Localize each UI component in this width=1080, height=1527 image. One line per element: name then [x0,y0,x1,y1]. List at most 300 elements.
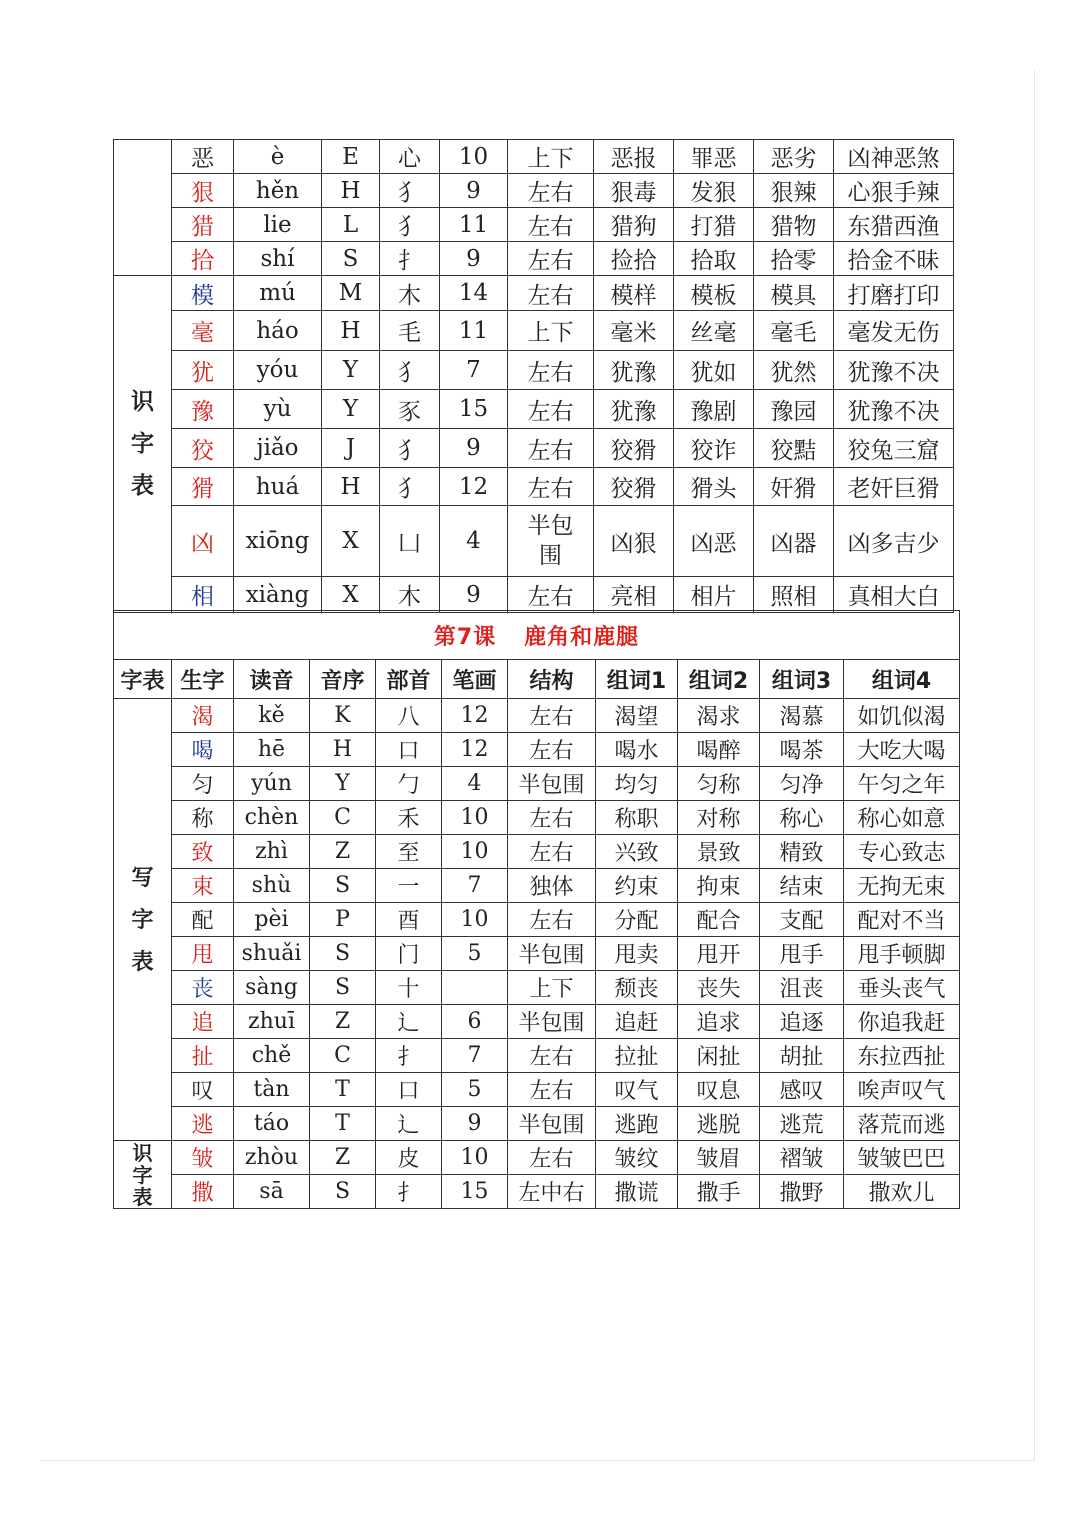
character-cell: 狡 [172,429,234,468]
radical-cell: 辶 [376,1005,442,1039]
pinyin-cell: yóu [234,351,322,390]
word1-cell: 称职 [596,801,678,835]
stroke-count-cell: 10 [442,1141,508,1175]
radical-cell: 辶 [376,1107,442,1141]
structure-cell: 半包围 [508,937,596,971]
stroke-count-cell: 7 [442,869,508,903]
pinyin-cell: yún [234,767,310,801]
word2-cell: 叹息 [678,1073,760,1107]
word2-cell: 匀称 [678,767,760,801]
lesson-number: 第7课 [433,624,497,650]
pinyin-cell: shù [234,869,310,903]
table-row [114,1175,960,1209]
word4-cell: 狡兔三窟 [834,429,954,468]
pinyin-cell: sàng [234,971,310,1005]
radical-cell: 八 [376,699,442,733]
word4-cell: 东拉西扯 [844,1039,960,1073]
structure-cell: 半包围 [508,767,596,801]
word3-cell: 奸猾 [754,468,834,506]
word2-cell: 罪恶 [674,140,754,174]
table-row [114,276,954,311]
word3-cell: 追逐 [760,1005,844,1039]
character-cell: 甩 [172,937,234,971]
radical-cell: 犭 [380,468,440,506]
table-row [114,351,954,390]
stroke-count-cell: 6 [442,1005,508,1039]
section-label: 写 字 表 [131,864,154,975]
pinyin-cell: háo [234,311,322,351]
pinyin-cell: shuǎi [234,937,310,971]
pinyin-cell: shí [234,242,322,276]
structure-cell: 独体 [508,869,596,903]
word3-cell: 撒野 [760,1175,844,1209]
table-row [114,767,960,801]
word2-cell: 喝醉 [678,733,760,767]
stroke-count-cell: 4 [440,506,508,577]
column-header: 组词1 [596,660,678,699]
word4-cell: 拾金不昧 [834,242,954,276]
word4-cell: 专心致志 [844,835,960,869]
word2-cell: 景致 [678,835,760,869]
word4-cell: 称心如意 [844,801,960,835]
pinyin-cell: sā [234,1175,310,1209]
word4-cell: 犹豫不决 [834,390,954,429]
radical-cell: 扌 [376,1039,442,1073]
stroke-count-cell: 5 [442,1073,508,1107]
word2-cell: 发狠 [674,174,754,208]
table-row [114,1107,960,1141]
word4-cell: 打磨打印 [834,276,954,311]
pinyin-cell: zhuī [234,1005,310,1039]
table-row [114,311,954,351]
word4-cell: 落荒而逃 [844,1107,960,1141]
word4-cell: 心狠手辣 [834,174,954,208]
table-row [114,1073,960,1107]
initial-letter-cell: S [310,971,376,1005]
initial-letter-cell: E [322,140,380,174]
pinyin-cell: hē [234,733,310,767]
stroke-count-cell: 10 [442,835,508,869]
word4-cell: 凶多吉少 [834,506,954,577]
table-row [114,242,954,276]
word2-cell: 猾头 [674,468,754,506]
word4-cell: 大吃大喝 [844,733,960,767]
character-cell: 皱 [172,1141,234,1175]
radical-cell: 犭 [380,351,440,390]
stroke-count-cell: 15 [440,390,508,429]
word2-cell: 丧失 [678,971,760,1005]
structure-cell: 半包围 [508,1107,596,1141]
radical-cell: 犭 [380,208,440,242]
word4-cell: 老奸巨猾 [834,468,954,506]
character-cell: 狠 [172,174,234,208]
character-cell: 相 [172,577,234,613]
structure-cell: 左右 [508,1073,596,1107]
structure-cell: 左右 [508,468,594,506]
character-cell: 拾 [172,242,234,276]
stroke-count-cell: 14 [440,276,508,311]
word1-cell: 拉扯 [596,1039,678,1073]
radical-cell: 酉 [376,903,442,937]
character-cell: 豫 [172,390,234,429]
stroke-count-cell: 15 [442,1175,508,1209]
lesson-name: 鹿角和鹿腿 [524,624,640,650]
radical-cell: 豕 [380,390,440,429]
word1-cell: 逃跑 [596,1107,678,1141]
character-cell: 喝 [172,733,234,767]
word3-cell: 模具 [754,276,834,311]
word4-cell: 如饥似渴 [844,699,960,733]
stroke-count-cell: 10 [440,140,508,174]
radical-cell: 木 [380,577,440,613]
word3-cell: 狠辣 [754,174,834,208]
structure-cell: 左右 [508,1141,596,1175]
radical-cell: 口 [376,733,442,767]
word1-cell: 约束 [596,869,678,903]
structure-cell: 左右 [508,699,596,733]
word2-cell: 丝毫 [674,311,754,351]
word1-cell: 狡猾 [594,468,674,506]
table-row [114,937,960,971]
table-row [114,801,960,835]
table-row [114,390,954,429]
pinyin-cell: yù [234,390,322,429]
word2-cell: 配合 [678,903,760,937]
initial-letter-cell: C [310,801,376,835]
table-row [114,1141,960,1175]
initial-letter-cell: Z [310,1005,376,1039]
section-label-cell [114,1141,172,1209]
stroke-count-cell: 5 [442,937,508,971]
initial-letter-cell: T [310,1073,376,1107]
character-cell: 叹 [172,1073,234,1107]
column-header: 音序 [310,660,376,699]
initial-letter-cell: M [322,276,380,311]
pinyin-cell: pèi [234,903,310,937]
character-cell: 追 [172,1005,234,1039]
word1-cell: 狠毒 [594,174,674,208]
initial-letter-cell: H [322,311,380,351]
word1-cell: 猎狗 [594,208,674,242]
structure-cell: 左右 [508,1039,596,1073]
stroke-count-cell: 10 [442,903,508,937]
word4-cell: 犹豫不决 [834,351,954,390]
initial-letter-cell: S [310,869,376,903]
radical-cell: 十 [376,971,442,1005]
initial-letter-cell: H [322,468,380,506]
word1-cell: 分配 [596,903,678,937]
stroke-count-cell: 9 [440,242,508,276]
pinyin-cell: xiōng [234,506,322,577]
word2-cell: 追求 [678,1005,760,1039]
radical-cell: 毛 [380,311,440,351]
initial-letter-cell: X [322,577,380,613]
stroke-count-cell: 9 [440,174,508,208]
radical-cell: 犭 [380,174,440,208]
word3-cell: 猎物 [754,208,834,242]
radical-cell: 至 [376,835,442,869]
word1-cell: 犹豫 [594,351,674,390]
structure-cell: 上下 [508,311,594,351]
stroke-count-cell [442,971,508,1005]
character-cell: 束 [172,869,234,903]
word1-cell: 渴望 [596,699,678,733]
word3-cell: 照相 [754,577,834,613]
character-cell: 犹 [172,351,234,390]
column-header: 读音 [234,660,310,699]
word3-cell: 喝茶 [760,733,844,767]
word1-cell: 皱纹 [596,1141,678,1175]
word2-cell: 甩开 [678,937,760,971]
pinyin-cell: táo [234,1107,310,1141]
pinyin-cell: zhì [234,835,310,869]
word3-cell: 感叹 [760,1073,844,1107]
stroke-count-cell: 4 [442,767,508,801]
word2-cell: 凶恶 [674,506,754,577]
stroke-count-cell: 12 [442,699,508,733]
word3-cell: 恶劣 [754,140,834,174]
structure-cell: 左右 [508,733,596,767]
structure-cell: 左右 [508,577,594,613]
word3-cell: 狡黠 [754,429,834,468]
word4-cell: 撒欢儿 [844,1175,960,1209]
word1-cell: 兴致 [596,835,678,869]
character-cell: 渴 [172,699,234,733]
pinyin-cell: è [234,140,322,174]
radical-cell: 扌 [380,242,440,276]
structure-cell: 左右 [508,429,594,468]
word2-cell: 撒手 [678,1175,760,1209]
word3-cell: 甩手 [760,937,844,971]
word3-cell: 称心 [760,801,844,835]
radical-cell: 禾 [376,801,442,835]
table-row [114,971,960,1005]
structure-cell: 半包 围 [508,506,594,577]
table-row [114,1039,960,1073]
word3-cell: 逃荒 [760,1107,844,1141]
word4-cell: 皱皱巴巴 [844,1141,960,1175]
word2-cell: 模板 [674,276,754,311]
character-cell: 配 [172,903,234,937]
word4-cell: 无拘无束 [844,869,960,903]
initial-letter-cell: H [322,174,380,208]
word4-cell: 东猎西渔 [834,208,954,242]
stroke-count-cell: 12 [442,733,508,767]
structure-cell: 左右 [508,242,594,276]
radical-cell: 口 [376,1073,442,1107]
word1-cell: 狡猾 [594,429,674,468]
structure-cell: 半包围 [508,1005,596,1039]
initial-letter-cell: S [310,937,376,971]
radical-cell: 门 [376,937,442,971]
initial-letter-cell: J [322,429,380,468]
character-cell: 匀 [172,767,234,801]
pinyin-cell: chèn [234,801,310,835]
structure-cell: 左中右 [508,1175,596,1209]
word4-cell: 你追我赶 [844,1005,960,1039]
structure-cell: 左右 [508,903,596,937]
character-cell: 猎 [172,208,234,242]
initial-letter-cell: S [322,242,380,276]
lesson7-vocab-table [113,610,960,1209]
pinyin-cell: jiǎo [234,429,322,468]
word1-cell: 模样 [594,276,674,311]
word2-cell: 皱眉 [678,1141,760,1175]
table-row [114,835,960,869]
radical-cell: 勹 [376,767,442,801]
pinyin-cell: kě [234,699,310,733]
column-header: 结构 [508,660,596,699]
section-label-cell [114,276,172,613]
page-edge [40,1460,1035,1461]
initial-letter-cell: T [310,1107,376,1141]
word2-cell: 拾取 [674,242,754,276]
structure-cell: 左右 [508,351,594,390]
character-cell: 猾 [172,468,234,506]
radical-cell: 心 [380,140,440,174]
word3-cell: 结束 [760,869,844,903]
radical-cell: 犭 [380,429,440,468]
initial-letter-cell: Y [322,390,380,429]
table-row [114,1005,960,1039]
table-header-row [114,660,960,699]
word3-cell: 支配 [760,903,844,937]
word2-cell: 相片 [674,577,754,613]
word1-cell: 甩卖 [596,937,678,971]
table-row [114,140,954,174]
word1-cell: 撒谎 [596,1175,678,1209]
column-header: 字表 [114,660,172,699]
column-header: 组词3 [760,660,844,699]
table-row [114,174,954,208]
initial-letter-cell: K [310,699,376,733]
stroke-count-cell: 11 [440,208,508,242]
word1-cell: 凶狠 [594,506,674,577]
radical-cell: 一 [376,869,442,903]
structure-cell: 左右 [508,835,596,869]
initial-letter-cell: Z [310,1141,376,1175]
word4-cell: 唉声叹气 [844,1073,960,1107]
word3-cell: 沮丧 [760,971,844,1005]
word3-cell: 毫毛 [754,311,834,351]
column-header: 生字 [172,660,234,699]
word3-cell: 豫园 [754,390,834,429]
table-row [114,506,954,577]
structure-cell: 左右 [508,276,594,311]
word1-cell: 均匀 [596,767,678,801]
vocab-table-continued [113,139,954,613]
table-row [114,468,954,506]
pinyin-cell: tàn [234,1073,310,1107]
stroke-count-cell: 10 [442,801,508,835]
section-label-cell [114,140,172,276]
initial-letter-cell: Z [310,835,376,869]
structure-cell: 左右 [508,174,594,208]
table-row [114,903,960,937]
character-cell: 模 [172,276,234,311]
word4-cell: 甩手顿脚 [844,937,960,971]
column-header: 组词2 [678,660,760,699]
word1-cell: 叹气 [596,1073,678,1107]
column-header: 部首 [376,660,442,699]
structure-cell: 左右 [508,208,594,242]
stroke-count-cell: 12 [440,468,508,506]
section-label: 识 字 表 [132,1140,153,1209]
pinyin-cell: mú [234,276,322,311]
radical-cell: 扌 [376,1175,442,1209]
initial-letter-cell: X [322,506,380,577]
word2-cell: 犹如 [674,351,754,390]
word1-cell: 喝水 [596,733,678,767]
character-cell: 撒 [172,1175,234,1209]
word4-cell: 午匀之年 [844,767,960,801]
word1-cell: 毫米 [594,311,674,351]
table-row [114,577,954,613]
initial-letter-cell: Y [322,351,380,390]
structure-cell: 上下 [508,140,594,174]
word2-cell: 对称 [678,801,760,835]
character-cell: 称 [172,801,234,835]
initial-letter-cell: P [310,903,376,937]
stroke-count-cell: 9 [440,429,508,468]
initial-letter-cell: Y [310,767,376,801]
word2-cell: 拘束 [678,869,760,903]
word2-cell: 闲扯 [678,1039,760,1073]
word1-cell: 捡拾 [594,242,674,276]
section-label-cell [114,699,172,1141]
word3-cell: 渴慕 [760,699,844,733]
word2-cell: 逃脱 [678,1107,760,1141]
structure-cell: 左右 [508,390,594,429]
table-row [114,869,960,903]
word1-cell: 犹豫 [594,390,674,429]
pinyin-cell: huá [234,468,322,506]
character-cell: 扯 [172,1039,234,1073]
word4-cell: 配对不当 [844,903,960,937]
lesson-title [114,611,960,660]
word2-cell: 打猎 [674,208,754,242]
stroke-count-cell: 7 [440,351,508,390]
word2-cell: 渴求 [678,699,760,733]
word1-cell: 追赶 [596,1005,678,1039]
character-cell: 恶 [172,140,234,174]
stroke-count-cell: 9 [440,577,508,613]
word4-cell: 垂头丧气 [844,971,960,1005]
word1-cell: 恶报 [594,140,674,174]
structure-cell: 左右 [508,801,596,835]
column-header: 笔画 [442,660,508,699]
initial-letter-cell: S [310,1175,376,1209]
section-label: 识 字 表 [131,388,154,499]
stroke-count-cell: 7 [442,1039,508,1073]
initial-letter-cell: H [310,733,376,767]
character-cell: 凶 [172,506,234,577]
stroke-count-cell: 11 [440,311,508,351]
character-cell: 致 [172,835,234,869]
table-row [114,699,960,733]
pinyin-cell: xiàng [234,577,322,613]
word4-cell: 凶神恶煞 [834,140,954,174]
initial-letter-cell: L [322,208,380,242]
character-cell: 逃 [172,1107,234,1141]
radical-cell: 凵 [380,506,440,577]
pinyin-cell: hěn [234,174,322,208]
word3-cell: 胡扯 [760,1039,844,1073]
pinyin-cell: chě [234,1039,310,1073]
character-cell: 毫 [172,311,234,351]
pinyin-cell: lie [234,208,322,242]
pinyin-cell: zhòu [234,1141,310,1175]
